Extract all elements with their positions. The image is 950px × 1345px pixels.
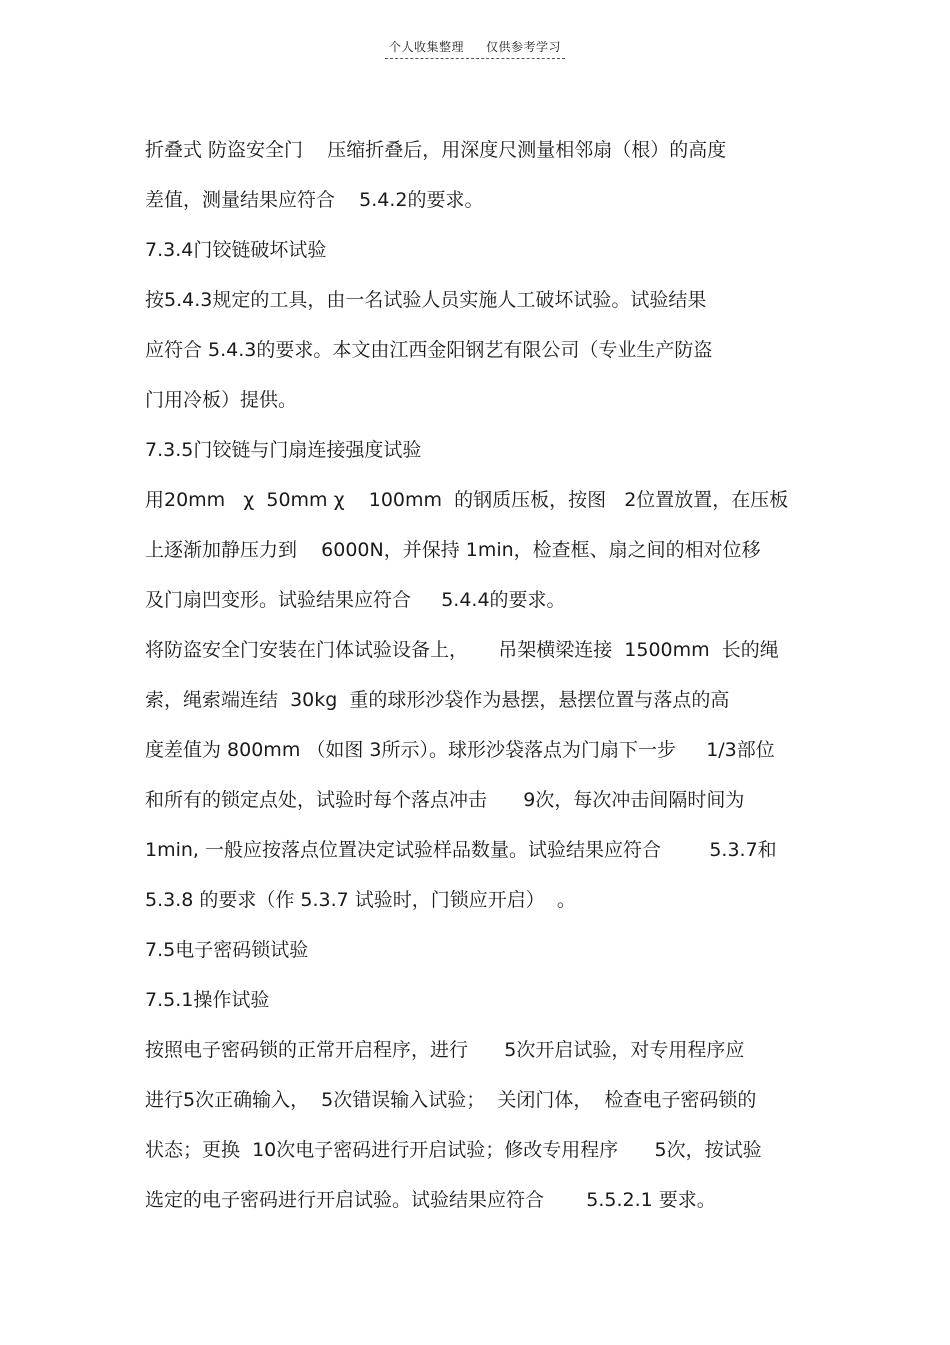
section-heading: 7.3.4门铰链破坏试验 [145, 239, 327, 261]
paragraph-line: 上逐渐加静压力到 6000N，并保持 1min，检查框、扇之间的相对位移 [145, 539, 761, 561]
page-header [0, 38, 950, 59]
paragraph-line: 索，绳索端连结 30kg 重的球形沙袋作为悬摆，悬摆位置与落点的高 [145, 689, 730, 711]
section-heading: 7.3.5门铰链与门扇连接强度试验 [145, 439, 422, 461]
paragraph-line: 状态；更换 10次电子密码进行开启试验；修改专用程序 5次，按试验 [145, 1139, 762, 1161]
paragraph-line: 应符合 5.4.3的要求。本文由江西金阳钢艺有限公司（专业生产防盗 [145, 339, 713, 361]
paragraph-line: 及门扇凹变形。试验结果应符合 5.4.4的要求。 [145, 589, 566, 611]
subsection-heading: 7.5.1操作试验 [145, 989, 270, 1011]
header-right-text: 仅供参考学习 [486, 40, 562, 54]
paragraph-line: 和所有的锁定点处，试验时每个落点冲击 9次，每次冲击间隔时间为 [145, 789, 745, 811]
paragraph-line: 5.3.8 的要求（作 5.3.7 试验时，门锁应开启） 。 [145, 889, 576, 911]
paragraph-line: 折叠式 防盗安全门 压缩折叠后，用深度尺测量相邻扇（根）的高度 [145, 139, 727, 161]
paragraph-line: 进行5次正确输入， 5次错误输入试验； 关闭门体， 检查电子密码锁的 [145, 1089, 757, 1111]
paragraph-line: 差值，测量结果应符合 5.4.2的要求。 [145, 189, 484, 211]
paragraph-line: 按5.4.3规定的工具，由一名试验人员实施人工破坏试验。试验结果 [145, 289, 707, 311]
paragraph-line: 用20mm χ 50mm χ 100mm 的钢质压板，按图 2位置放置，在压板 [145, 489, 789, 511]
paragraph-line: 门用冷板）提供。 [145, 389, 298, 411]
header-underline [385, 38, 565, 59]
paragraph-line: 度差值为 800mm （如图 3所示）。球形沙袋落点为门扇下一步 1/3部位 [145, 739, 775, 761]
section-heading: 7.5电子密码锁试验 [145, 939, 309, 961]
paragraph-line: 选定的电子密码进行开启试验。试验结果应符合 5.5.2.1 要求。 [145, 1189, 716, 1211]
paragraph-line: 1min, 一般应按落点位置决定试验样品数量。试验结果应符合 5.3.7和 [145, 839, 777, 861]
paragraph-line: 按照电子密码锁的正常开启程序，进行 5次开启试验，对专用程序应 [145, 1039, 745, 1061]
header-left-text: 个人收集整理 [388, 40, 464, 54]
document-body [145, 125, 825, 1225]
paragraph-line: 将防盗安全门安装在门体试验设备上， 吊架横梁连接 1500mm 长的绳 [145, 639, 779, 661]
